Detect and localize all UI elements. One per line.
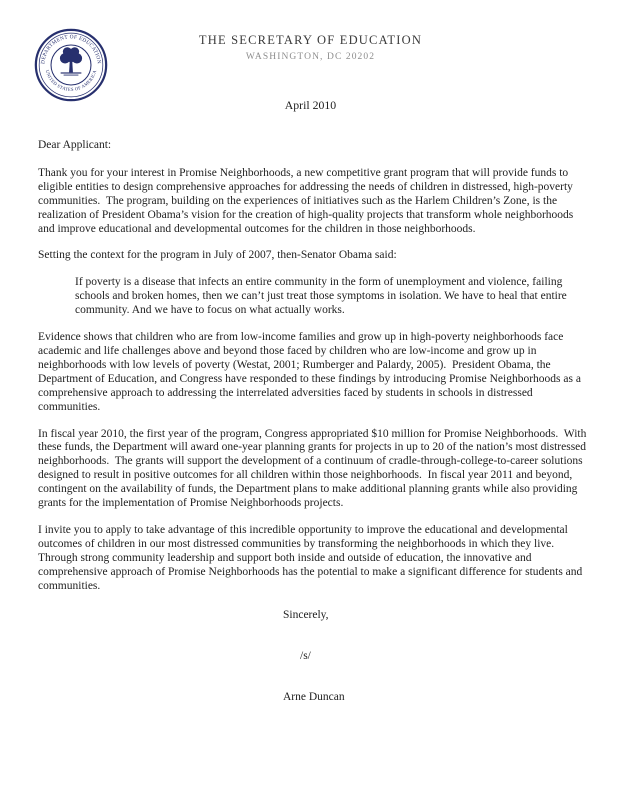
- signature-name: Arne Duncan: [283, 691, 345, 704]
- letter-body: [0, 139, 621, 705]
- paragraph-intro: Thank you for your interest in Promise Neighborhoods, a new competitive grant program that will provide funds to eligible entities to design comprehensive approaches for addressing the needs of children in distressed, high-poverty communities. The program, building on the experiences of initiatives such as the Harlem Children’s Zone, is the realization of President Obama’s vision for the creation of high-quality projects that transform whole neighborhoods and improve educational and developmental outcomes for the children in those neighborhoods.: [38, 166, 577, 235]
- seal-bottom-text: UNITED STATES OF AMERICA: [44, 69, 98, 92]
- closing-sincerely: Sincerely,: [283, 609, 329, 622]
- paragraph-fiscal: In fiscal year 2010, the first year of the program, Congress appropriated $10 million for Promise Neighborhoods. With these funds, the Department will award one-year planning grants for projects in up to 20 of the nation’s most distressed neighborhoods. The grants will support the development of a continuum of cradle-through-college-to-career solutions designed to result in positive outcomes for all children within those neighborhoods. In fiscal year 2011 and beyond, contingent on the availability of funds, the Department plans to make additional planning grants while also providing grants for the implementation of Promise Neighborhoods projects.: [38, 427, 590, 510]
- letterhead-address: WASHINGTON, DC 20202: [245, 52, 376, 62]
- seal-top-text: DEPARTMENT OF EDUCATION: [40, 34, 102, 65]
- paragraph-context: Setting the context for the program in July of 2007, then-Senator Obama said:: [38, 249, 397, 262]
- signature-mark: /s/: [300, 650, 311, 663]
- obama-quote: If poverty is a disease that infects an entire community in the form of unemployment and violence, failing schools and broken homes, then we can’t just treat those symptoms in isolation. We have to heal that entire community. And we have to focus on what actually works.: [75, 276, 570, 317]
- letter-date: April 2010: [284, 98, 337, 112]
- paragraph-evidence: Evidence shows that children who are from low-income families and grow up in high-poverty neighborhoods face academic and life challenges above and beyond those faced by children who are low-income and grow up in neighborhoods with low levels of poverty (Westat, 2001; Rumberger and Palardy, 2005). President Obama, the Department of Education, and Congress have responded to these findings by introducing Promise Neighborhoods as a comprehensive approach to addressing the interrelated adversities faced by students in schools in distressed communities.: [38, 331, 584, 413]
- closing-block: [38, 609, 588, 705]
- letterhead-title: THE SECRETARY OF EDUCATION: [198, 33, 423, 47]
- salutation: Dear Applicant:: [38, 139, 112, 151]
- department-of-education-seal-icon: [34, 28, 108, 102]
- paragraph-invitation: I invite you to apply to take advantage of this incredible opportunity to improve the educational and developmental outcomes of children in our most distressed communities by transforming the neighborhoods in which they live. Through strong community leadership and support both inside and outside of education, the innovative and comprehensive approach of Promise Neighborhoods has the potential to make a significant difference for students and communities.: [38, 523, 586, 592]
